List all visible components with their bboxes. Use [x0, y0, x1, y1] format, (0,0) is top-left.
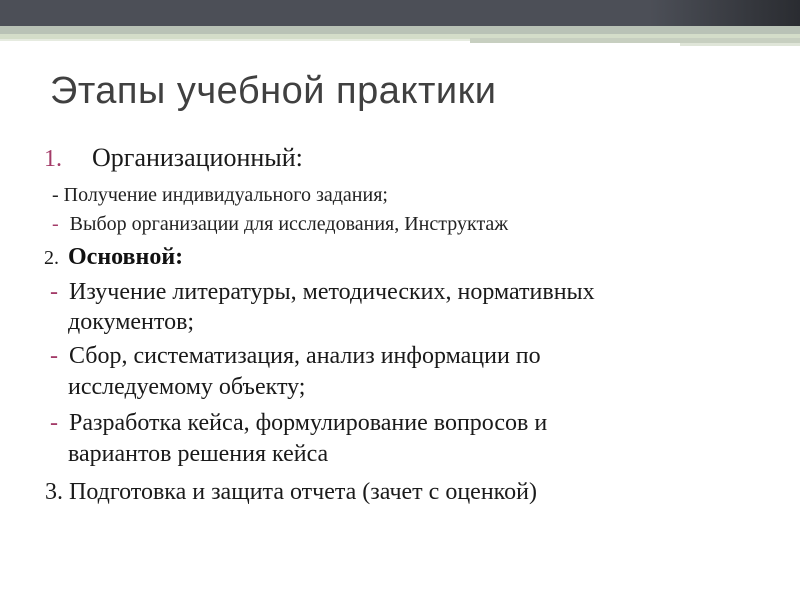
header-band-dark-end — [650, 0, 800, 26]
stage2-number: 2. — [44, 247, 59, 269]
stage2-item-3-line1: Разработка кейса, формулирование вопросов и — [69, 410, 548, 436]
stage1-label: Организационный: — [92, 143, 303, 172]
stage1-item-2-text: Выбор организации для исследования, Инструктаж — [69, 213, 509, 235]
stage2-item-1-cont: документов; — [68, 309, 195, 335]
stage1-item-1-dash: - — [52, 184, 59, 206]
stage2-item-3 — [50, 410, 547, 437]
stage2-item-1-dash: - — [50, 279, 58, 305]
stage2-item-1-line1: Изучение литературы, методических, нормативных — [69, 279, 595, 305]
stage1-item-1-text: Получение индивидуального задания; — [63, 184, 388, 206]
stage1-item-1 — [52, 184, 388, 207]
stage1-number: 1. — [44, 146, 62, 172]
slide-title: Этапы учебной практики — [50, 70, 497, 112]
stage2-item-3-dash: - — [50, 410, 58, 436]
header-stripe-3 — [0, 39, 470, 41]
stage2-item-2-dash: - — [50, 343, 58, 369]
stage2-item-2 — [50, 343, 541, 370]
stage2-item-3-cont: вариантов решения кейса — [68, 441, 329, 467]
stage3-line: 3. Подготовка и защита отчета (зачет с оценкой) — [45, 479, 537, 505]
header-stripe-5 — [680, 43, 800, 46]
stage2-label: Основной: — [68, 244, 184, 270]
stage2-item-2-cont: исследуемому объекту; — [68, 374, 306, 400]
stage1-item-2-dash: - — [52, 213, 59, 235]
header-stripe-1 — [0, 26, 800, 34]
stage2-item-1 — [50, 279, 595, 306]
stage1-item-2 — [52, 213, 508, 236]
stage2-item-2-line1: Сбор, систематизация, анализ информации по — [69, 343, 541, 369]
